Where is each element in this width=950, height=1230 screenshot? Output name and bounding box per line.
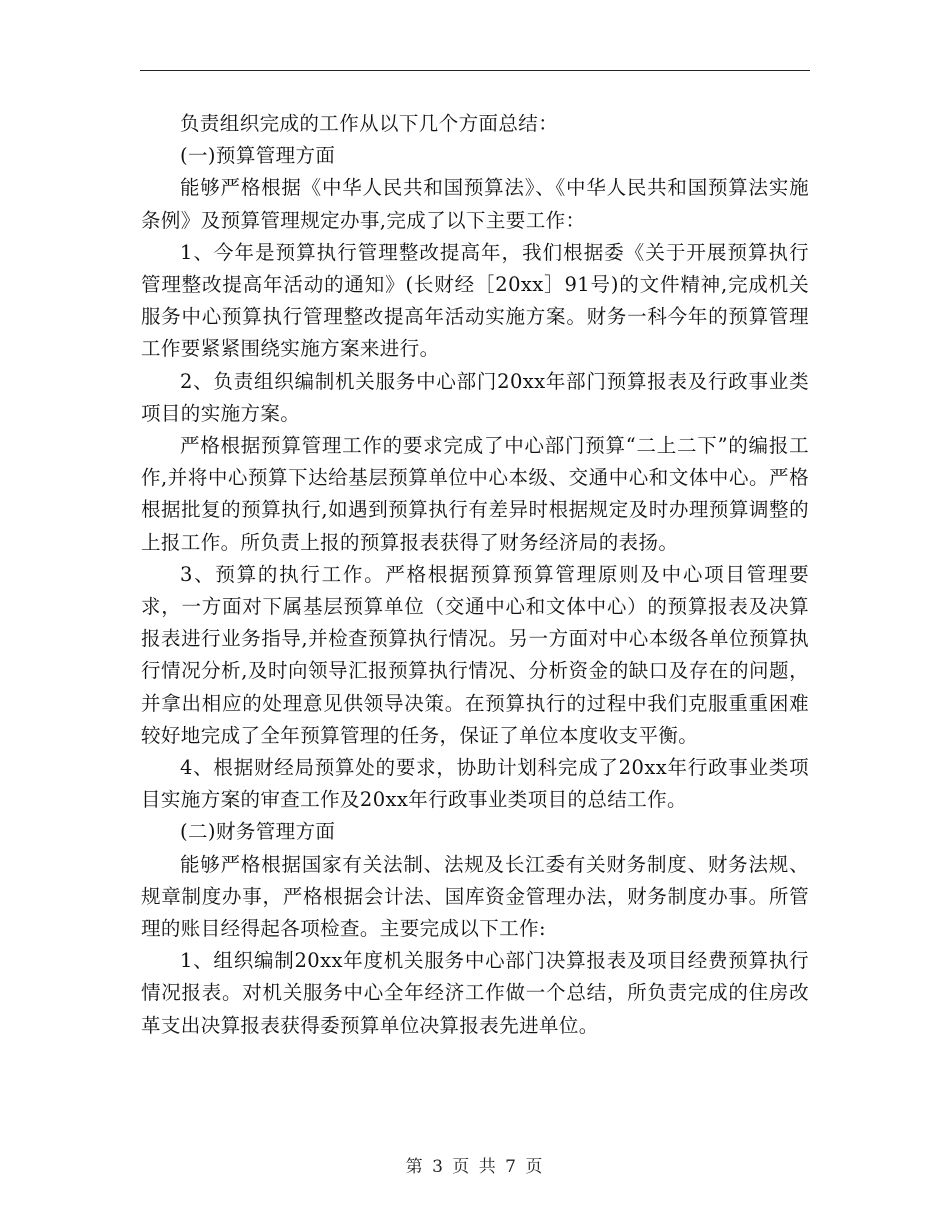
page-footer (0, 1152, 950, 1177)
paragraph-budget-law: 能够严格根据《中华人民共和国预算法》、《中华人民共和国预算法实施条例》及预算管理规定办事,完成了以下主要工作： (141, 176, 809, 232)
heading-finance-management: (二)财务管理方面 (180, 820, 336, 844)
paragraph-intro: 负责组织完成的工作从以下几个方面总结： (180, 112, 559, 135)
paragraph-finance-item-1: 1、组织编制20xx年度机关服务中心部门决算报表及项目经费预算执行情况报表。对机关服务中心全年经济工作做一个总结，所负责完成的住房改革支出决算报表获得委预算单位决算报表先进单位。 (141, 949, 809, 1037)
document-body (141, 108, 809, 1042)
paragraph-item-1: 1、今年是预算执行管理整改提高年，我们根据委《关于开展预算执行管理整改提高年活动的通知》(长财经［20xx］91号)的文件精神,完成机关服务中心预算执行管理整改提高年活动实施方案。财务一科今年的预算管理工作要紧紧围绕实施方案来进行。 (141, 240, 809, 361)
paragraph-item-4: 4、根据财经局预算处的要求，协助计划科完成了20xx年行政事业类项目实施方案的审查工作及20xx年行政事业类项目的总结工作。 (141, 756, 809, 812)
paragraph-finance-rules: 能够严格根据国家有关法制、法规及长江委有关财务制度、财务法规、规章制度办事，严格根据会计法、国库资金管理办法，财务制度办事。所管理的账目经得起各项检查。主要完成以下工作: (141, 852, 809, 941)
paragraph-item-2: 2、负责组织编制机关服务中心部门20xx年部门预算报表及行政事业类项目的实施方案。 (141, 369, 809, 425)
paragraph-budget-reporting: 严格根据预算管理工作的要求完成了中心部门预算“二上二下”的编报工作,并将中心预算下达给基层预算单位中心本级、交通中心和文体中心。严格根据批复的预算执行,如遇到预算执行有差异时根据规定及时办理预算调整的上报工作。所负责上报的预算报表获得了财务经济局的表扬。 (141, 434, 809, 554)
header-rule (140, 70, 810, 71)
heading-budget-management: (一)预算管理方面 (180, 144, 336, 168)
page-number-label: 第 3 页 共 7 页 (405, 1157, 545, 1177)
paragraph-item-3: 3、预算的执行工作。严格根据预算预算管理原则及中心项目管理要求，一方面对下属基层预算单位（交通中心和文体中心）的预算报表及决算报表进行业务指导,并检查预算执行情况。另一方面对中心本级各单位预算执行情况分析,及时向领导汇报预算执行情况、分析资金的缺口及存在的问题，并拿出相应的处理意见供领导决策。在预算执行的过程中我们克服重重困难较好地完成了全年预算管理的任务，保证了单位本度收支平衡。 (141, 562, 809, 747)
